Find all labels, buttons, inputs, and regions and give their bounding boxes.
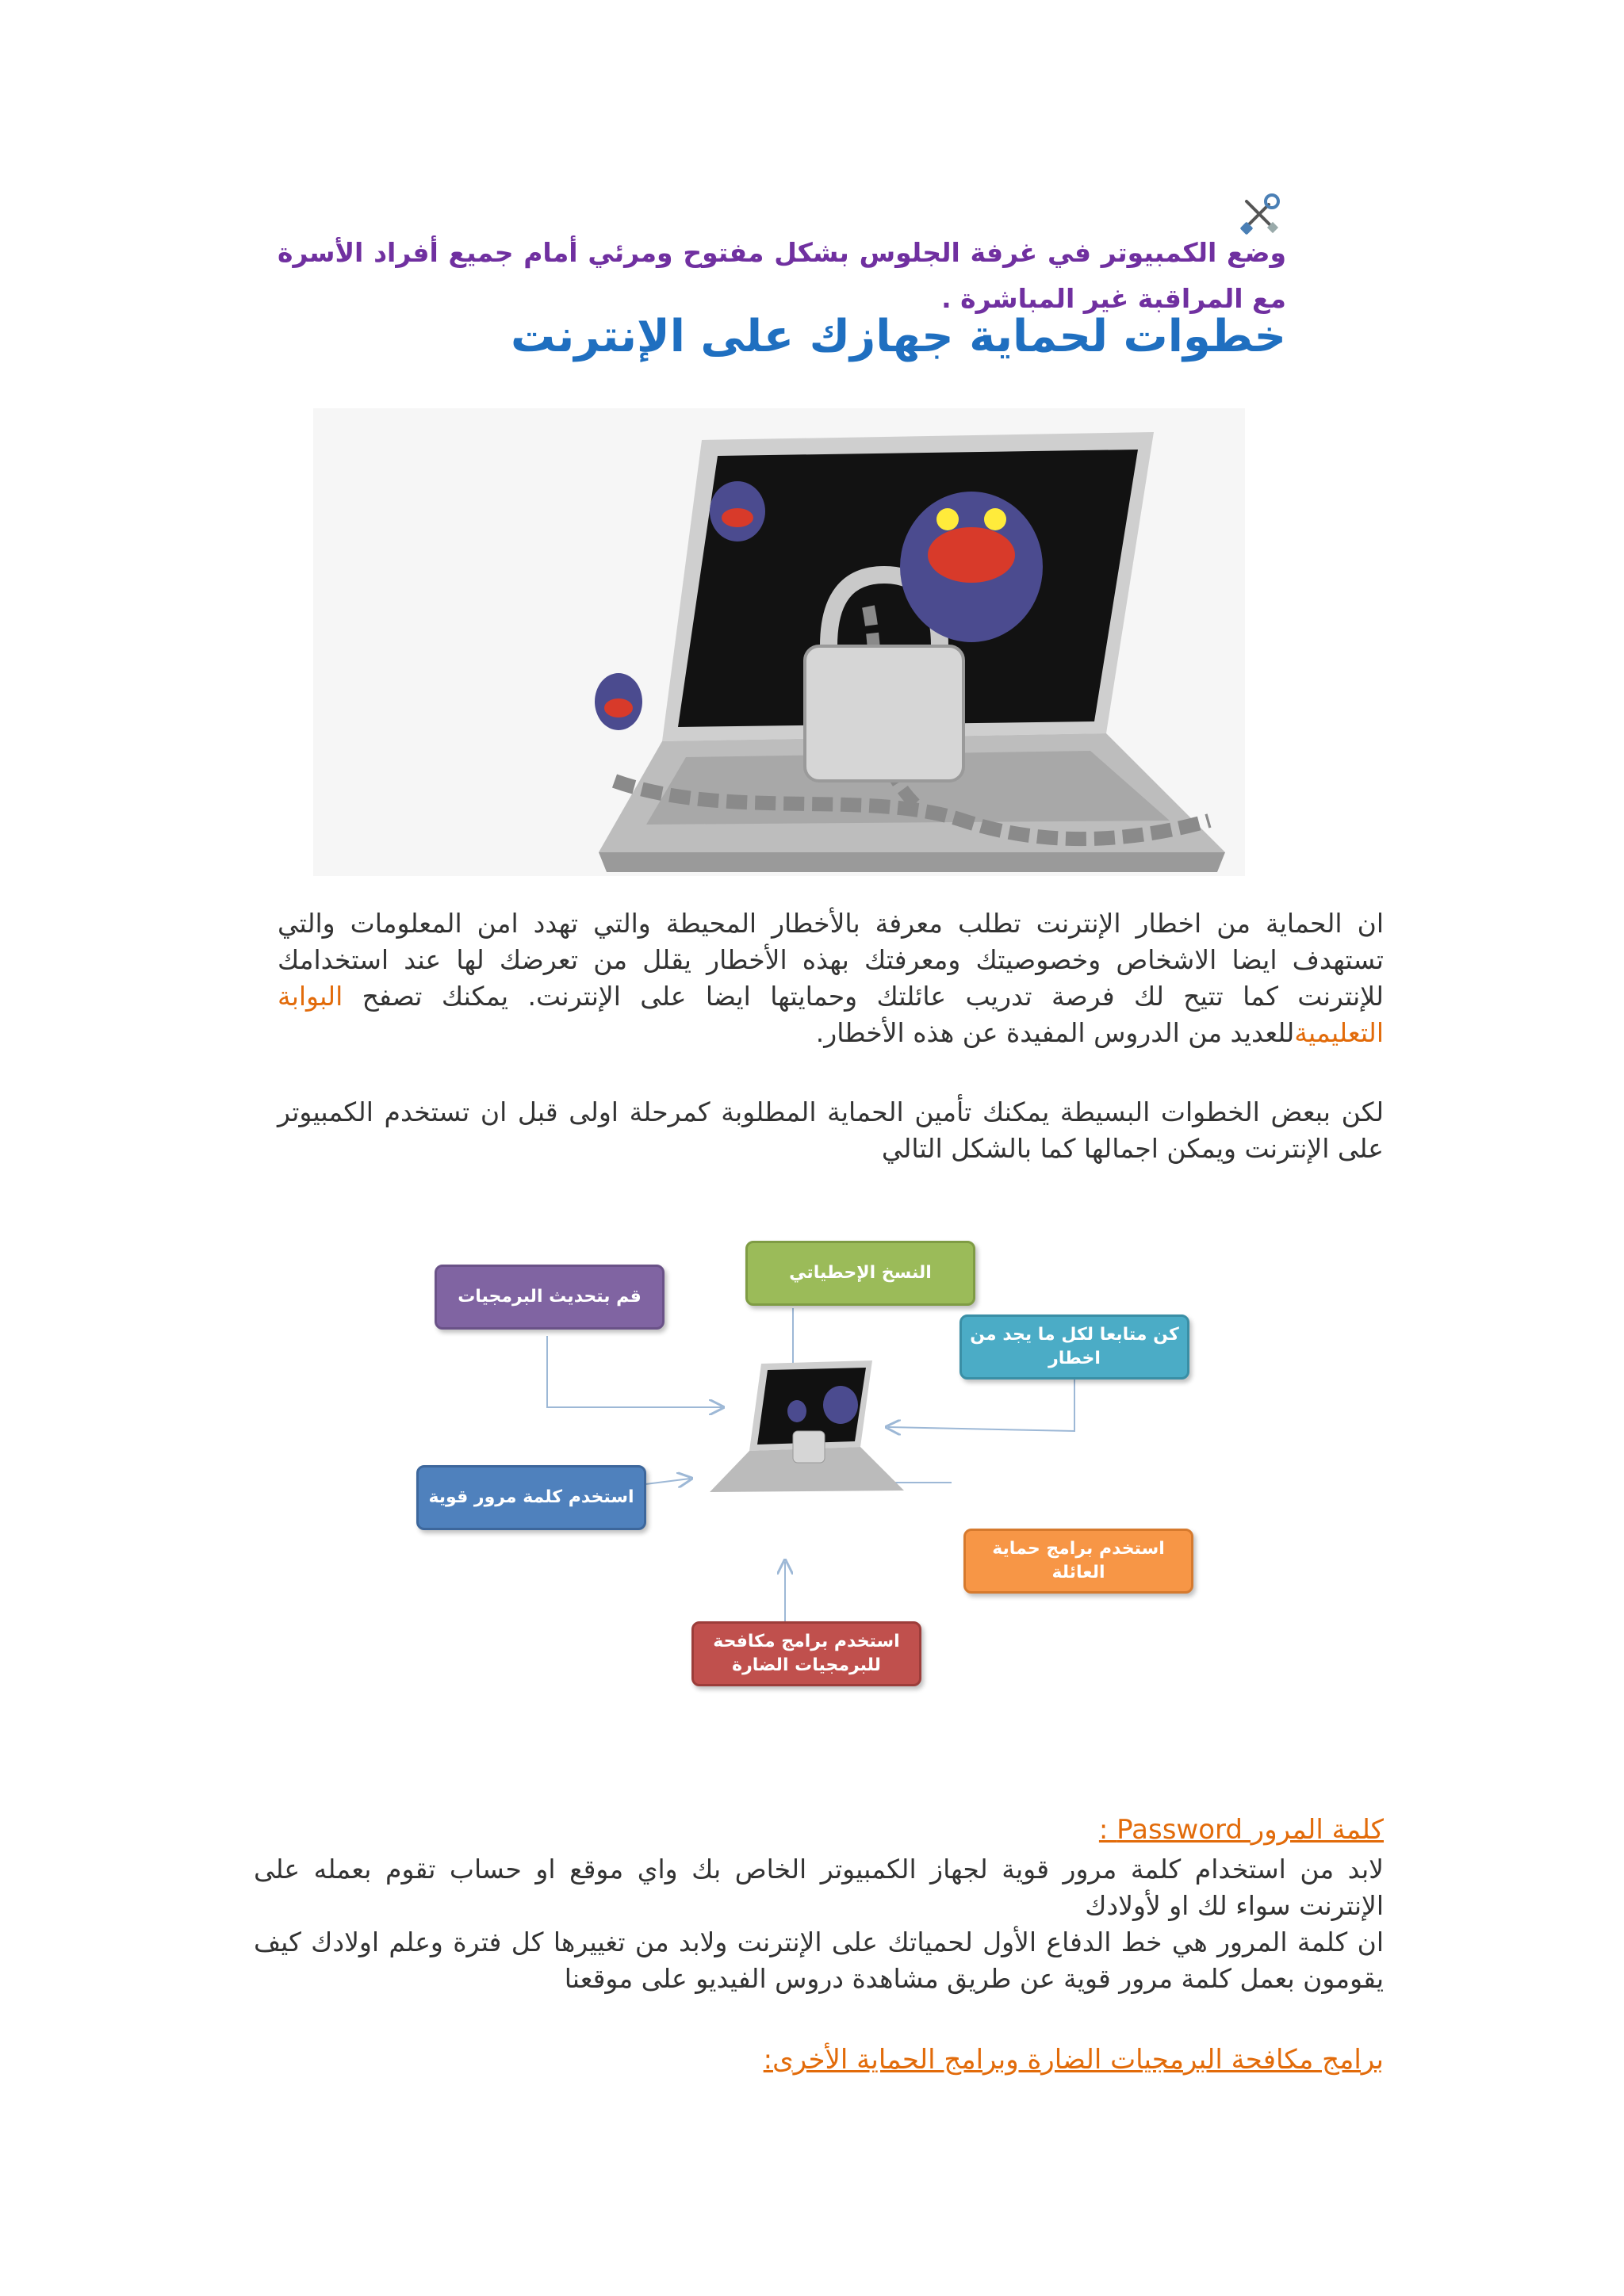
strong-password-box [416,1465,646,1530]
stay-informed-box [959,1314,1189,1380]
backup-box [745,1241,975,1306]
password-paragraph-2: ان كلمة المرور هي خط الدفاع الأول لحمياتك على الإنترنت ولابد من تغييرها كل فترة وعلم اولادك كيف يقومون بعمل كلمة مرور قوية عن طريق مشاهدة دروس الفيديو على موقعنا [254,1927,1384,1994]
protection-steps-diagram [396,1221,1237,1728]
locked-laptop-illustration [313,408,1245,876]
bullet-text: وضع الكمبيوتر في غرفة الجلوس بشكل مفتوح ومرئي أمام جميع أفراد الأسرة مع المراقبة غير المباشرة . [278,237,1286,314]
stay-informed-label: كن متابعا لكل ما يجد من اخطار [970,1325,1179,1368]
update-software-box [435,1265,665,1330]
password-section-title: كلمة المرور Password : [1098,1814,1384,1846]
page-heading: خطوات لحماية جهازك على الإنترنت [510,311,1286,362]
anti-malware-label: استخدم برامج مكافحة للبرمجيات الضارة [713,1632,900,1675]
password-section-body [254,1851,1384,1997]
educational-portal-link[interactable]: البوابة التعليمية [278,981,1384,1048]
steps-intro-paragraph: لكن ببعض الخطوات البسيطة يمكنك تأمين الحماية المطلوبة كمرحلة اولى قبل ان تستخدم الكمبيوتر على الإنترنت ويمكن اجمالها كما بالشكل التالي [278,1096,1384,1164]
password-paragraph-1: لابد من استخدام كلمة مرور قوية لجهاز الكمبيوتر الخاص بك واي موقع او حساب تقوم بعمله على الإنترنت سواء لك او لأولادك [254,1854,1384,1921]
update-software-label: قم بتحديث البرمجيات [458,1287,642,1307]
intro-text: ان الحماية من اخطار الإنترنت تطلب معرفة بالأخطار المحيطة والتي تهدد امن المعلومات والتي تستهدف ايضا الاشخاص وخصوصيتك ومعرفتك بهذه الأخطار يقلل من تعرضك لها عند استخدامك للإنترنت كما تتيح لك فرصة تدريب عائلتك وحمايتها ايضا على الإنترنت. يمكنك تصفح [278,908,1384,1012]
intro-paragraph [278,905,1384,1051]
hero-image [313,408,1245,876]
anti-malware-box [691,1621,921,1686]
family-protection-label: استخدم برامج حماية العائلة [992,1539,1165,1582]
backup-label: النسخ الإحطياتي [789,1263,932,1283]
intro-text-end: للعديد من الدروس المفيدة عن هذه الأخطار. [815,1017,1295,1048]
antimalware-section-title: برامج مكافحة البرمجيات الضارة وبرامج الحماية الأخرى: [763,2044,1384,2076]
strong-password-label: استخدم كلمة مرور قوية [428,1487,634,1507]
family-protection-box [963,1529,1193,1594]
